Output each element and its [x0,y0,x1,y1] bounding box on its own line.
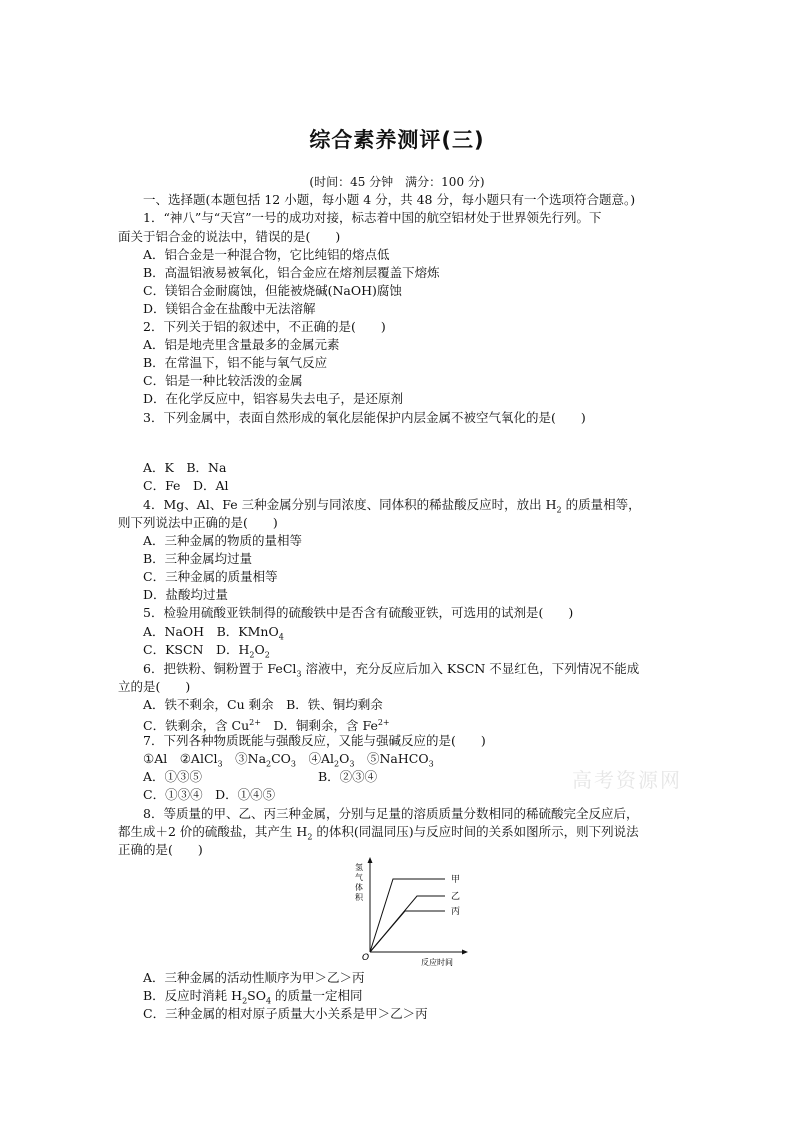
q4-option-a: A．三种金属的物质的量相等 [143,533,303,548]
origin-label: O [362,953,370,963]
q8-option-a: A．三种金属的活动性顺序为甲＞乙＞丙 [143,970,365,985]
q2-option-c: C．铝是一种比较活泼的金属 [143,373,303,388]
q6-stem-line1: 6．把铁粉、铜粉置于 FeCl$_3$ 溶液中，充分反应后加入 KSCN 不显红色，下列情况不能成 [143,661,640,679]
q8-reaction-graph [345,856,475,968]
q7-substance-list: ①Al ②AlCl$_3$ $③Na_2CO_3$ $④Al_2O_3$ ⑤NaHCO$_3$ [143,751,434,769]
exam-info: (时间：45 分钟 满分：100 分) [309,175,485,189]
q7-stem: 7．下列各种物质既能与强酸反应，又能与强碱反应的是( ) [143,733,486,748]
q8-stem-line1: 8．等质量的甲、乙、丙三种金属，分别与足量的溶质质量分数相同的稀硫酸完全反应后， [143,806,639,821]
q6-options-ab: A．铁不剩余，Cu 剩余 B．铁、铜均剩余 [143,697,383,712]
q1-option-c: C．镁铝合金耐腐蚀，但能被烧碱(NaOH)腐蚀 [143,283,402,298]
q1-stem-line1: 1．“神八”与“天宫”一号的成功对接，标志着中国的航空铝材处于世界领先行列。下 [143,210,602,225]
q4-stem-line2: 则下列说法中正确的是( ) [118,515,278,530]
q1-option-a: A．铝合金是一种混合物，它比纯铝的熔点低 [143,247,390,262]
q2-stem: 2．下列关于铝的叙述中，不正确的是( ) [143,319,386,334]
y-axis-label-char3: 体 [355,883,363,892]
q5-options-ab: A．NaOH B．KMnO$_4$ [143,624,284,642]
q4-option-b: B．三种金属均过量 [143,551,253,566]
q4-option-c: C．三种金属的质量相等 [143,569,278,584]
q7-option-b: B．②③④ [318,769,378,784]
y-axis-arrow [368,857,373,863]
q4-option-d: D．盐酸均过量 [143,587,229,602]
watermark: 高考资源网 [572,768,682,792]
series-label-bing: 丙 [451,907,461,917]
q8-stem-line2: 都生成＋2 价的硫酸盐，其产生 $H_2$ 的体积(同温同压)与反应时间的关系如图所示，则下列说法 [118,824,639,842]
series-label-yi: 乙 [451,892,461,902]
q3-options-cd: C．Fe D．Al [143,478,229,493]
q2-option-d: D．在化学反应中，铝容易失去电子，是还原剂 [143,391,404,406]
q5-options-cd: C．KSCN D．$H_2O_2$ [143,642,270,660]
q5-stem: 5．检验用硫酸亚铁制得的硫酸铁中是否含有硫酸亚铁，可选用的试剂是( ) [143,605,574,620]
y-axis-label-char4: 积 [355,893,363,902]
q6-stem-line2: 立的是( ) [118,679,191,694]
q7-options-cd: C．①③④ D．①④⑤ [143,787,276,802]
q2-option-b: B．在常温下，铝不能与氧气反应 [143,355,328,370]
q3-stem: 3．下列金属中，表面自然形成的氧化层能保护内层金属不被空气氧化的是( ) [143,410,586,425]
q8-option-b: B．反应时消耗 $H_2SO_4$ 的质量一定相同 [143,988,363,1006]
y-axis-label-char2: 气 [355,873,363,882]
x-axis-label: 反应时间 [421,958,453,967]
y-axis-label-char1: 氢 [355,863,363,872]
q8-stem-line3: 正确的是( ) [118,842,203,857]
q8-option-c: C．三种金属的相对原子质量大小关系是甲＞乙＞丙 [143,1006,428,1021]
q4-stem-line1: 4．Mg、Al、Fe 三种金属分别与同浓度、同体积的稀盐酸反应时，放出 $H_2$ 的质量相等， [143,497,641,515]
q6-options-cd: C．铁剩余，含 $Cu^{2+}$ D．铜剩余，含 $Fe^{2+}$ [143,718,390,734]
q1-option-d: D．镁铝合金在盐酸中无法溶解 [143,301,316,316]
q3-options-ab: A．K B．Na [143,460,227,475]
q7-option-a: A．①③⑤ [143,769,203,784]
x-axis-arrow [462,950,468,955]
curve-yi [370,896,445,952]
series-label-jia: 甲 [451,875,461,885]
q1-stem-line2: 面关于铝合金的说法中，错误的是( ) [118,229,341,244]
q1-option-b: B．高温铝液易被氧化，铝合金应在熔剂层覆盖下熔炼 [143,265,440,280]
curve-jia [370,879,445,952]
q2-option-a: A．铝是地壳里含量最多的金属元素 [143,337,340,352]
section-heading: 一、选择题(本题包括 12 小题，每小题 4 分，共 48 分，每小题只有一个选项符合题意。) [143,192,636,207]
page-title: 综合素养测评(三) [309,128,485,152]
